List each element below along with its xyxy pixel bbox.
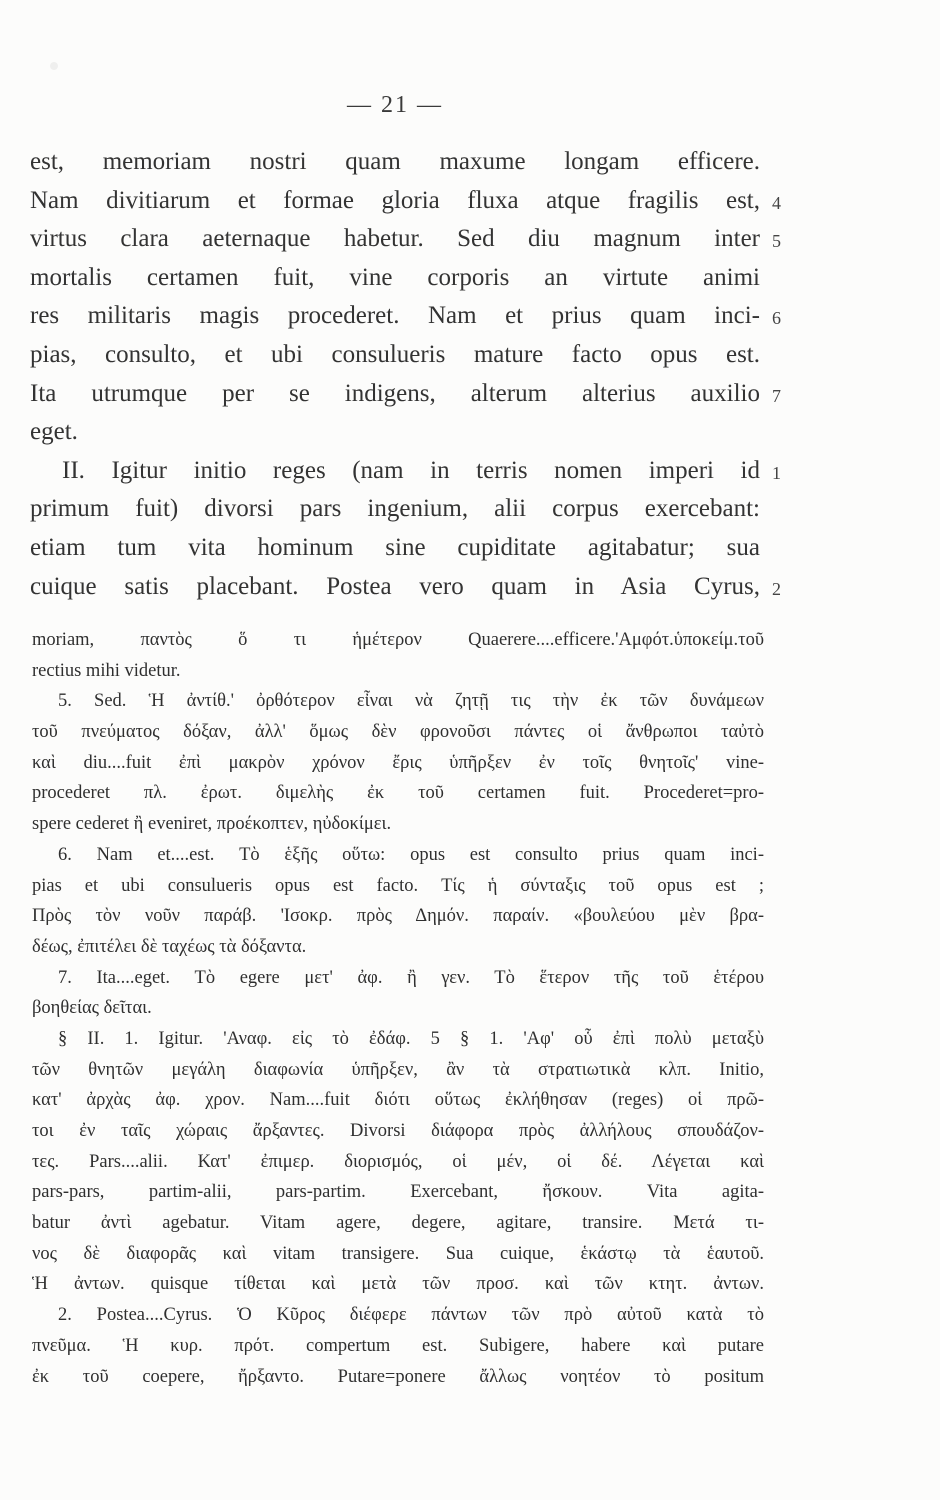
note-line: 5. Sed. Ἡ ἀντίθ.' ὀρθότερον εἶναι νὰ ζητῇ τις τὴν ἐκ τῶν δυνάμεων [58, 691, 764, 712]
main-text-line [30, 143, 760, 182]
note-line: πνεῦμα. Ἡ κυρ. πρότ. compertum est. Subigere, habere καὶ putare [32, 1335, 764, 1356]
note-line: τες. Pars....alii. Κατ' ἐπιμερ. διορισμός, οἱ μέν, οἱ δέ. Λέγεται καὶ [32, 1151, 764, 1172]
commentary-notes [32, 625, 764, 1392]
note-line: spere cederet ἢ eveniret, προέκοπτεν, ηὐδοκίμει. [32, 814, 392, 835]
note-line: rectius mihi videtur. [32, 660, 181, 681]
note-line: κατ' ἀρχὰς ἀφ. χρον. Nam....fuit διότι οὕτως ἐκλήθησαν (reges) οἱ πρῶ- [32, 1090, 764, 1111]
note-line: τῶν θνητῶν μεγάλη διαφωνία ὑπῆρξεν, ἂν τὰ στρατιωτικὰ κλπ. Initio, [32, 1059, 764, 1080]
line-number-marker: 7 [772, 385, 781, 406]
note-line: τοι ἐν ταῖς χώραις ἄρξαντες. Divorsi διάφορα πρὸς ἀλλήλους σπουδάζον- [32, 1121, 764, 1141]
main-text-line [30, 220, 781, 259]
line-number-marker: 5 [772, 231, 781, 252]
line-text: Ita utrumque per se indigens, alterum alterius auxilio [30, 379, 760, 407]
main-text-line [30, 375, 781, 414]
main-text-line [30, 413, 760, 452]
line-text: primum fuit) divorsi pars ingenium, alii corpus exercebant: [30, 495, 760, 523]
line-text: pias, consulto, et ubi consulueris mature facto opus est. [30, 340, 760, 368]
line-number-marker: 2 [772, 578, 781, 599]
line-number-marker: 1 [772, 462, 781, 483]
note-line: νος δὲ διαφορᾶς καὶ vitam transigere. Sua cuique, ἑκάστῳ τὰ ἑαυτοῦ. [32, 1243, 764, 1264]
main-text-line [30, 297, 781, 336]
note-line: pias et ubi consulueris opus est facto. Τίς ἡ σύνταξις τοῦ opus est ; [32, 875, 764, 896]
note-line: τοῦ πνεύματος δόξαν, ἀλλ' ὅμως δὲν φρονοῦσι πάντες οἱ ἄνθρωποι ταὐτὸ [32, 722, 764, 743]
note-line: pars-pars, partim-alii, pars-partim. Exercebant, ἤσκουν. Vita agita- [32, 1182, 764, 1203]
main-text-line [30, 490, 760, 529]
note-line: batur ἀντὶ agebatur. Vitam agere, degere, agitare, transire. Μετά τι- [32, 1213, 764, 1234]
note-line: 7. Ita....eget. Τὸ egere μετ' ἀφ. ἢ γεν. Τὸ ἕτερον τῆς τοῦ ἑτέρου [58, 967, 764, 988]
main-text-line [30, 336, 760, 375]
line-text: etiam tum vita hominum sine cupiditate agitabatur; sua [30, 533, 760, 561]
note-line: ἐκ τοῦ coepere, ἤρξαντο. Putare=ponere ἄλλως νοητέον τὸ positum [32, 1366, 764, 1387]
page-number: — 21 — [347, 92, 443, 118]
note-line: 6. Nam et....est. Τὸ ἑξῆς οὕτω: opus est consulto prius quam inci- [58, 844, 764, 865]
main-text-block [30, 143, 781, 606]
note-line: καὶ diu....fuit ἐπὶ μακρὸν χρόνον ἔρις ὑπῆρξεν ἐν τοῖς θνητοῖς' vine- [32, 752, 764, 773]
note-line: βοηθείας δεῖται. [32, 998, 152, 1019]
line-text: Nam divitiarum et formae gloria fluxa atque fragilis est, [30, 186, 760, 214]
main-text-line [30, 529, 760, 568]
line-number-marker: 6 [772, 308, 781, 329]
note-line: Ἡ ἀντων. quisque τίθεται καὶ μετὰ τῶν προσ. καὶ τῶν κτητ. ἀντων. [32, 1274, 764, 1295]
note-line: § II. 1. Igitur. 'Αναφ. εἰς τὸ ἐδάφ. 5 § 1. 'Αφ' οὗ ἐπὶ πολὺ μεταξὺ [58, 1028, 764, 1049]
note-line: procederet πλ. ἐρωτ. διμελὴς ἐκ τοῦ certamen fuit. Procederet=pro- [32, 783, 764, 804]
page-smudge [50, 62, 58, 70]
line-text: est, memoriam nostri quam maxume longam efficere. [30, 148, 760, 175]
line-text: mortalis certamen fuit, vine corporis an virtute animi [30, 263, 760, 291]
main-text-line [30, 568, 781, 607]
main-text-line [30, 259, 760, 298]
main-text-line [30, 182, 781, 221]
line-text: res militaris magis procederet. Nam et prius quam inci- [30, 302, 760, 330]
line-text: cuique satis placebant. Postea vero quam in Asia Cyrus, [30, 572, 760, 600]
main-text-line [30, 452, 781, 491]
line-text: eget. [30, 418, 78, 446]
line-number-marker: 4 [772, 192, 781, 213]
note-line: δέως, ἐπιτέλει δὲ ταχέως τὰ δόξαντα. [32, 936, 307, 957]
line-text: virtus clara aeternaque habetur. Sed diu magnum inter [30, 225, 760, 253]
note-line: 2. Postea....Cyrus. Ὁ Κῦρος διέφερε πάντων τῶν πρὸ αὐτοῦ κατὰ τὸ [58, 1305, 764, 1326]
note-line: Πρὸς τὸν νοῦν παράβ. 'Ισοκρ. πρὸς Δημόν. παραίν. «βουλεύου μὲν βρα- [32, 906, 764, 927]
note-line: moriam, παντὸς ὅ τι ἡμέτερον Quaerere....efficere.'Αμφότ.ὑποκείμ.τοῦ [32, 630, 764, 650]
line-text: II. Igitur initio reges (nam in terris nomen imperi id [62, 456, 760, 484]
